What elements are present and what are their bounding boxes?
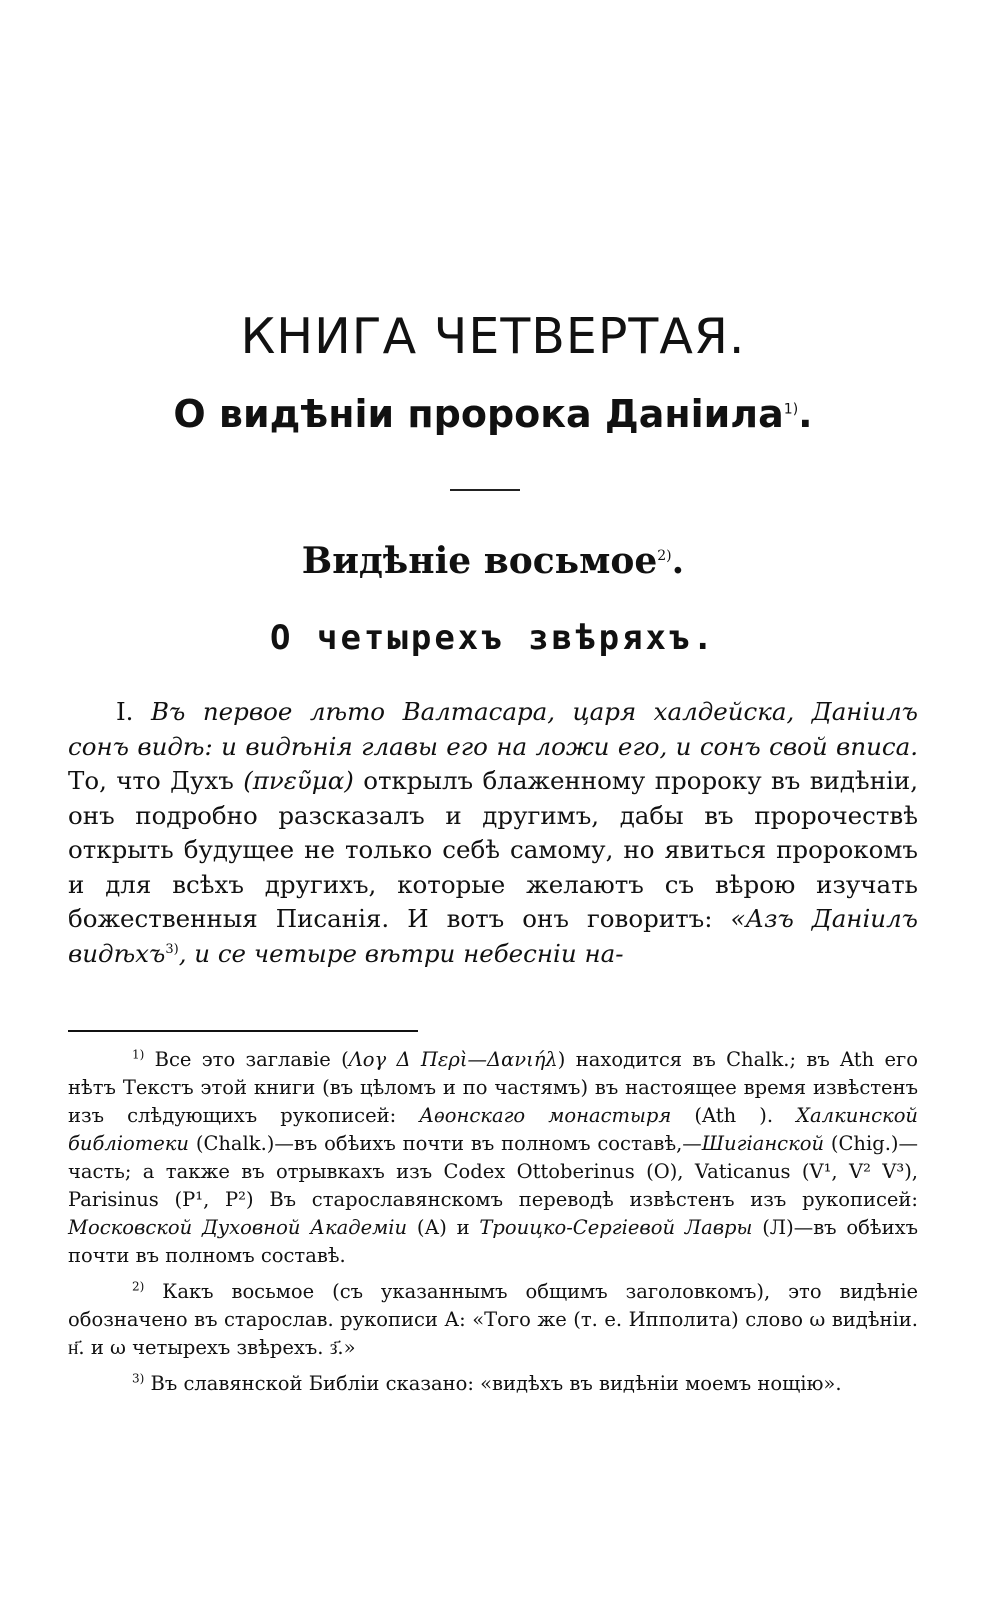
book-subtitle-text: О видѣніи пророка Даніила: [173, 392, 784, 436]
footnote-3-text: Въ славянской Библіи сказано: «видѣхъ въ видѣніи моемъ нощію».: [144, 1372, 842, 1395]
footnote-2: [68, 1278, 918, 1362]
scripture-quote-3: , и се четыре вѣтри небесніи на-: [178, 938, 624, 968]
footnote-1-italic-run: Аѳонскаго монастыря: [419, 1104, 672, 1127]
footnote-1: [68, 1046, 918, 1270]
footnote-1-italic-run: Шигіанской: [701, 1132, 825, 1155]
footnote-1-run: (Chalk.)—въ обѣихъ почти въ полномъ составѣ,—: [189, 1132, 702, 1155]
book-title: КНИГА ЧЕТВЕРТАЯ.: [240, 308, 746, 365]
footnote-mark-1: 1): [132, 1047, 145, 1062]
footnote-1-italic-run: Московской Духовной Академіи: [68, 1216, 408, 1239]
footnote-rule: [68, 1030, 418, 1032]
vision-title-text: Видѣніе восьмое: [301, 540, 658, 582]
footnote-1-text: [68, 1048, 918, 1267]
scripture-quote-2: «Азъ Даніилъ видѣхъ: [68, 904, 918, 968]
footnote-1-run: (Ath ).: [671, 1104, 797, 1127]
footnote-1-run: (Chig.)—часть; а также въ отрывкахъ изъ Codex Ottoberinus (O), Vaticanus (V¹, V² V³), Parisinus (P¹, P²) Въ старославянскомъ переводѣ извѣстенъ изъ рукописей:: [68, 1132, 918, 1211]
footnote-ref-1[interactable]: 1): [783, 401, 799, 418]
footnote-3: [68, 1370, 918, 1398]
separator-rule: [450, 489, 520, 491]
footnote-1-italic-run: Троицко-Сергіевой Лавры: [479, 1216, 753, 1239]
vision-title: Видѣніе восьмое$^{2)}$.: [301, 540, 685, 582]
book-subtitle: О видѣніи пророка Даніила$^{1)}$.: [173, 392, 813, 436]
footnote-ref-2[interactable]: 2): [657, 548, 672, 564]
paragraph-number: I.: [116, 697, 134, 726]
footnote-1-run: (А) и: [407, 1216, 480, 1239]
scripture-quote: Въ первое лѣто Валтасара, царя халдейска, Даніилъ сонъ видѣ: и видѣнія главы его на ложи его, и сонъ свой вписа.: [68, 697, 918, 761]
footnote-ref-3[interactable]: 3): [165, 941, 179, 957]
footnotes: [68, 1046, 918, 1406]
footnote-1-run: ) находится въ Chalk.; въ Ath его нѣтъ Текстъ этой книги (въ цѣломъ и по частямъ) въ настоящее время извѣстенъ изъ слѣдующихъ рукописей:: [68, 1048, 919, 1127]
footnote-2-text: Какъ восьмое (съ указаннымъ общимъ заголовкомъ), это видѣніе обозначено въ старослав. рукописи А: «Того же (т. е. Ипполита) слово ω видѣніи. н҃. и ω четырехъ звѣрехъ. з҃.»: [68, 1280, 918, 1359]
footnote-1-run: Все это заглавіе (: [144, 1048, 349, 1071]
body-text-1: То, что Духъ: [68, 766, 244, 795]
section-title: О четырехъ звѣряхъ.: [270, 618, 716, 658]
document-page: [68, 0, 918, 1600]
footnote-mark-2: 2): [132, 1279, 145, 1294]
footnote-1-italic-run: Λογ Δ Περὶ—Δανιήλ: [348, 1048, 558, 1071]
footnote-1-run: (Л)—въ обѣихъ почти въ полномъ составѣ.: [68, 1216, 918, 1267]
greek-term: (πνεῦμα): [243, 766, 354, 795]
body-text-2: открылъ блаженному пророку въ видѣніи, онъ подробно разсказалъ и другимъ, дабы въ пророчествѣ открыть будущее не только себѣ самому, но явиться пророкомъ и для всѣхъ другихъ, которые желаютъ съ вѣрою изучать божественныя Писанія. И вотъ онъ говоритъ:: [68, 766, 918, 933]
body-paragraph: [68, 695, 918, 971]
footnote-mark-3: 3): [132, 1371, 145, 1386]
footnote-1-italic-run: Халкинской библіотеки: [68, 1104, 918, 1155]
